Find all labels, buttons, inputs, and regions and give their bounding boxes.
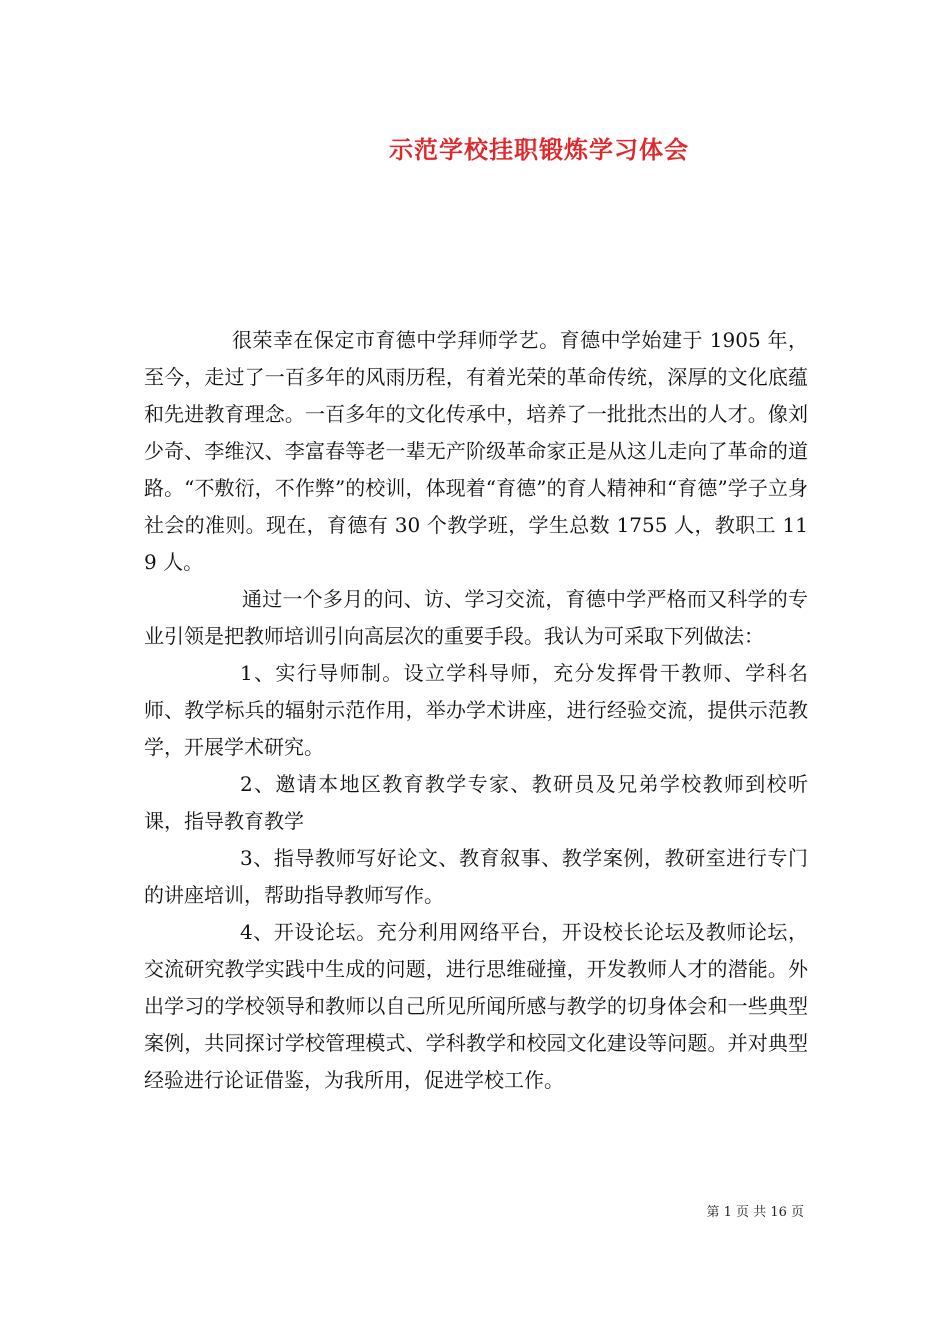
page-number: 第 1 页 共 16 页 — [706, 1205, 804, 1220]
paragraph-item-3: 3、指导教师写好论文、教育叙事、教学案例，教研室进行专门的讲座培训，帮助指导教师写作。 — [144, 846, 808, 907]
paragraph-item-2: 2、邀请本地区教育教学专家、教研员及兄弟学校教师到校听课，指导教育教学 — [144, 772, 808, 833]
paragraph-summary: 通过一个多月的问、访、学习交流，育德中学严格而又科学的专业引领是把教师培训引向高层次的重要手段。我认为可采取下列做法： — [144, 587, 808, 648]
document-body — [144, 322, 808, 1099]
document-title: 示范学校挂职锻炼学习体会 — [389, 135, 689, 164]
paragraph-item-1: 1、实行导师制。设立学科导师，充分发挥骨干教师、学科名师、教学标兵的辐射示范作用，举办学术讲座，进行经验交流，提供示范教学，开展学术研究。 — [144, 661, 808, 759]
paragraph-intro: 很荣幸在保定市育德中学拜师学艺。育德中学始建于 1905 年，至今，走过了一百多年的风雨历程，有着光荣的革命传统，深厚的文化底蕴和先进教育理念。一百多年的文化传承中，培养了一批批杰出的人才。像刘少奇、李维汉、李富春等老一辈无产阶级革命家正是从这儿走向了革命的道路。“不敷衍，不作弊”的校训，体现着“育德”的育人精神和“育德”学子立身社会的准则。现在，育德有 30 个教学班，学生总数 1755 人，教职工 119 人。 — [144, 328, 808, 574]
paragraph-item-4: 4、开设论坛。充分利用网络平台，开设校长论坛及教师论坛，交流研究教学实践中生成的问题，进行思维碰撞，开发教师人才的潜能。外出学习的学校领导和教师以自己所见所闻所感与教学的切身体会和一些典型案例，共同探讨学校管理模式、学科教学和校园文化建设等问题。并对典型经验进行论证借鉴，为我所用，促进学校工作。 — [144, 920, 808, 1092]
